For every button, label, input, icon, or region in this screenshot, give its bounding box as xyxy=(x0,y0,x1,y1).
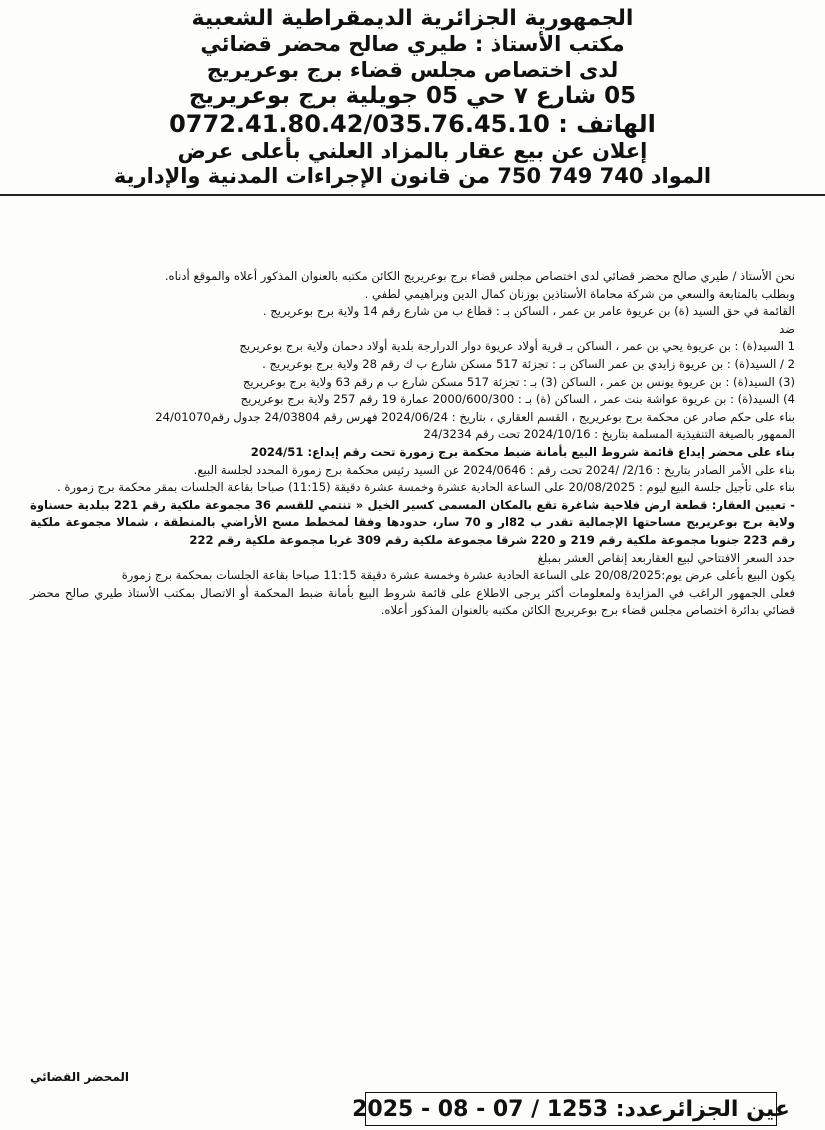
header-articles: المواد 740 749 750 من قانون الإجراءات المدنية والإدارية xyxy=(113,164,712,189)
paragraph-deposit: بناء على محضر إيداع قائمة شروط البيع بأمانة ضبط محكمة برج زمورة تحت رقم إيداع: 2024/51 xyxy=(250,444,795,459)
footer-issue-box xyxy=(352,1092,790,1126)
paragraph-sale-date: يكون البيع بأعلى عرض يوم:20/08/2025 على الساعة الحادية عشرة وخمسة عشرة دقيقة 11:15 صباحا بقاعة الجلسات بمحكمة برج زمورة xyxy=(121,568,795,583)
paragraph-request: وبطلب بالمتابعة والسعي من شركة محاماة الأستاذين بوزنان كمال الدين وبراهيمي لطفي . xyxy=(364,286,795,301)
header-divider xyxy=(0,194,825,196)
paragraph-plaintiff: القائمة في حق السيد (ة) بن عريوة عامر بن عمر ، الساكن بـ : قطاع ب من شارع رقم 14 ولاية برج بوعريريج . xyxy=(262,304,795,319)
header-block xyxy=(0,6,825,196)
paragraph-postponement: بناء على تأجيل جلسة البيع ليوم : 20/08/2025 على الساعة الحادية عشرة وخمسة عشرة دقيقة (11:15) صباحا بقاعة الجلسات بمقر محكمة برج زمورة . xyxy=(56,480,795,495)
header-office: مكتب الأستاذ : طيري صالح محضر قضائي xyxy=(200,32,625,57)
paragraph-judgment: بناء على حكم صادر عن محكمة برج بوعريريج ، القسم العقاري ، بتاريخ : 2024/06/24 فهرس رقم 24/03804 جدول رقم24/01070 xyxy=(155,409,795,424)
paragraph-opening-price: حدد السعر الافتتاحي لبيع العقاربعد إنقاص العشر بمبلغ xyxy=(537,550,795,565)
paragraph-defendant-3: (3) السيد(ة) : بن عريوة يونس بن عمر ، الساكن (3) بـ : تجزئة 517 مسكن شارع ب م رقم 63 ولاية برج بوعريريج xyxy=(242,374,795,389)
signature-label: المحضر القضائي xyxy=(30,1070,130,1084)
header-phone: الهاتف : 0772.41.80.42/035.76.45.10 xyxy=(169,110,656,139)
paragraph-property: - تعيين العقار: قطعة ارض فلاحية شاغرة تقع بالمكان المسمى كسير الخيل « تنتمي للقسم 36 مجموعة ملكية رقم 221 ببلدية حسناوة ولاية برج بوعريريج مساحتها الإجمالية تقدر ب 82ار و 70 سار، حدودها وفقا لمخطط مسح الأراضي بالمنطقة ، شمالا مجموعة ملكية رقم 223 جنوبا مجموعة ملكية رقم 219 و 220 شرقا مجموعة ملكية رقم 309 غربا مجموعة ملكية رقم 222 xyxy=(30,497,795,547)
header-address: 05 شارع ٧ حي 05 جويلية برج بوعريريج xyxy=(188,82,637,109)
announcement-body xyxy=(30,268,795,620)
paragraph-defendant-1: 1 السيد(ة) : بن عريوة يحي بن عمر ، الساكن بـ قرية أولاد عريوة دوار الدرارجة بلدية أولاد دحمان ولاية برج بوعريريج xyxy=(239,339,795,354)
header-jurisdiction: لدى اختصاص مجلس قضاء برج بوعريريج xyxy=(206,57,619,82)
footer-issue-text: عين الجزائرعدد: 1253 / 07 - 08 - 2025 xyxy=(352,1096,790,1122)
paragraph-order: بناء على الأمر الصادر بتاريخ : 2/16/ /2024 تحت رقم : 2024/0646 عن السيد رئيس محكمة برج زمورة المحدد لجلسة البيع. xyxy=(193,462,795,477)
paragraph-defendant-2: 2 / السيد(ة) : بن عريوة زايدي بن عمر الساكن بـ : تجزئة 517 مسكن شارع ب ك رقم 28 ولاية برج بوعريريج . xyxy=(262,356,795,371)
paragraph-defendant-4: 4) السيد(ة) : بن عريوة عواشة بنت عمر ، الساكن (ة) بـ : 2000/600/300 عمارة 19 رقم 257 ولاية برج بوعريريج xyxy=(240,392,795,407)
header-republic: الجمهورية الجزائرية الديمقراطية الشعبية xyxy=(191,6,634,31)
paragraph-public-notice: فعلى الجمهور الراغب في المزايدة ولمعلومات أكثر يرجى الاطلاع على قائمة شروط البيع بأمانة ضبط المحكمة أو الاتصال بمكتب الأستاذ طيري صالح محضر قضائي بدائرة اختصاص مجلس قضاء برج بوعريريج الكائن مكتبه بالعنوان المذكور أعلاه. xyxy=(30,585,795,618)
paragraph-executory: الممهور بالصيغة التنفيذية المسلمة بتاريخ : 2024/10/16 تحت رقم 24/3234 xyxy=(423,427,795,442)
paragraph-intro: نحن الأستاذ / طيري صالح محضر قضائي لدى اختصاص مجلس قضاء برج بوعريريج الكائن مكتبه بالعنوان المذكور أعلاه والموقع أدناه. xyxy=(164,269,795,283)
paragraph-against: ضد xyxy=(779,321,795,336)
header-announcement-title: إعلان عن بيع عقار بالمزاد العلني بأعلى عرض xyxy=(177,139,648,164)
